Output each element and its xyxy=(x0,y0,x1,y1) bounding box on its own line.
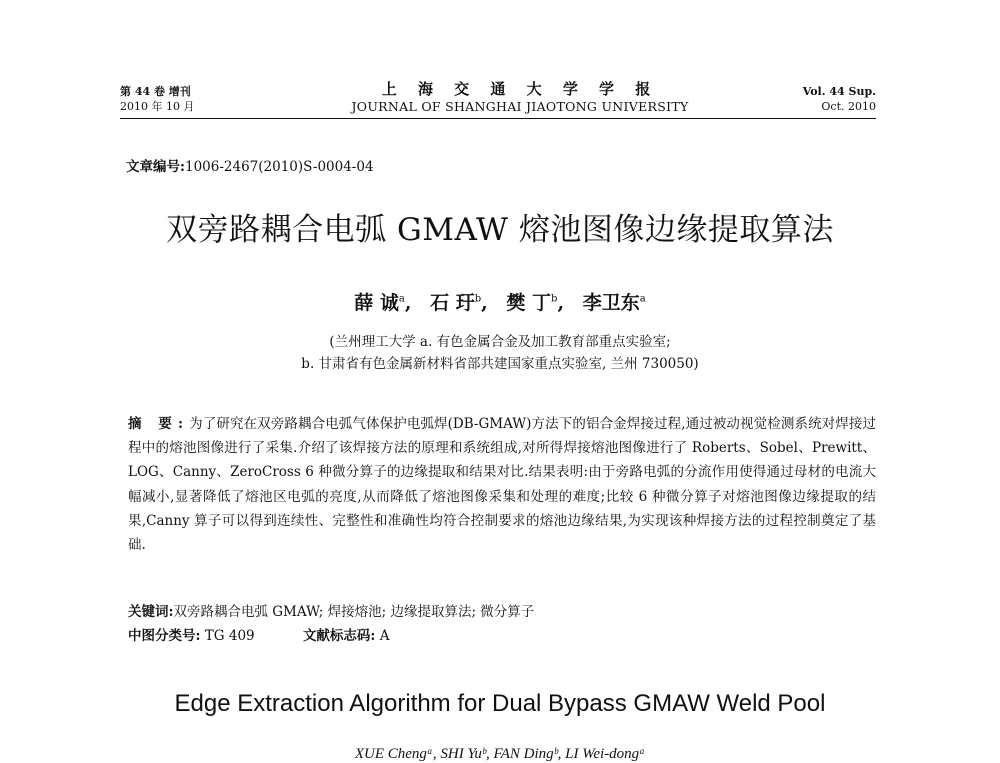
header-volume-en: Vol. 44 Sup. xyxy=(802,85,876,98)
english-title: Edge Extraction Algorithm for Dual Bypass GMAW Weld Pool xyxy=(174,690,826,717)
author: 樊 丁$^b$, xyxy=(506,292,565,314)
header-date: 2010 年 10 月 xyxy=(120,100,195,113)
keywords xyxy=(128,600,876,620)
doc-code-label: 文献标志码: xyxy=(302,628,376,644)
affiliation-line-1: (兰州理工大学 a. 有色金属合金及加工教育部重点实验室; xyxy=(329,334,671,350)
article-number-value: 1006-2467(2010)S-0004-04 xyxy=(184,159,374,175)
author: 石 玗$^b$, xyxy=(430,292,488,314)
header-date-en: Oct. 2010 xyxy=(821,100,876,113)
classification-line xyxy=(128,624,876,644)
author: 薛 诚$^a$, xyxy=(354,292,412,314)
keywords-text: 双旁路耦合电弧 GMAW; 焊接熔池; 边缘提取算法; 微分算子 xyxy=(173,604,535,620)
paper-title: 双旁路耦合电弧 GMAW 熔池图像边缘提取算法 xyxy=(166,212,834,248)
article-number xyxy=(126,155,374,175)
abstract-text: 为了研究在双旁路耦合电弧气体保护电弧焊(DB-GMAW)方法下的铝合金焊接过程,通过被动视觉检测系统对焊接过程中的熔池图像进行了采集.介绍了该焊接方法的原理和系统组成,对所得焊接熔池图像进行了 Roberts、Sobel、Prewitt、LOG、Canny、ZeroCross 6 种微分算子的边缘提取和结果对比.结果表明:由于旁路电弧的分流作用使得通过母材的电流大幅减小,显著降低了熔池区电弧的亮度,从而降低了熔池图像采集和处理的难度;比较 6 种微分算子对熔池图像边缘提取的结果,Canny 算子可以得到连续性、完整性和准确性均符合控制要求的熔池边缘结果,为实现该种焊接方法的过程控制奠定了基础. xyxy=(128,416,876,554)
clc-value: TG 409 xyxy=(204,628,255,644)
clc-label: 中图分类号: xyxy=(128,628,201,644)
author-list xyxy=(0,288,1000,315)
affiliation-line-2: b. 甘肃省有色金属新材料省部共建国家重点实验室, 兰州 730050) xyxy=(301,356,699,372)
journal-masthead xyxy=(300,80,740,115)
header-divider xyxy=(120,118,876,119)
journal-name-en: JOURNAL OF SHANGHAI JIAOTONG UNIVERSITY xyxy=(351,99,689,114)
header-volume: 第 44 卷 增刊 xyxy=(120,85,191,98)
header-volume-info xyxy=(120,84,320,114)
header-volume-info-en xyxy=(676,84,876,114)
doc-code-value: A xyxy=(379,628,390,644)
journal-name-cn: 上 海 交 通 大 学 学 报 xyxy=(381,80,659,98)
abstract xyxy=(128,412,876,557)
abstract-label: 摘 要: xyxy=(128,416,190,432)
author: 李卫东$^a$ xyxy=(582,292,646,314)
article-number-label: 文章编号: xyxy=(126,159,185,175)
english-authors: XUE Chengᵃ, SHI Yuᵇ, FAN Dingᵇ, LI Wei-dongᵃ xyxy=(354,746,646,762)
keywords-label: 关键词: xyxy=(128,604,174,620)
